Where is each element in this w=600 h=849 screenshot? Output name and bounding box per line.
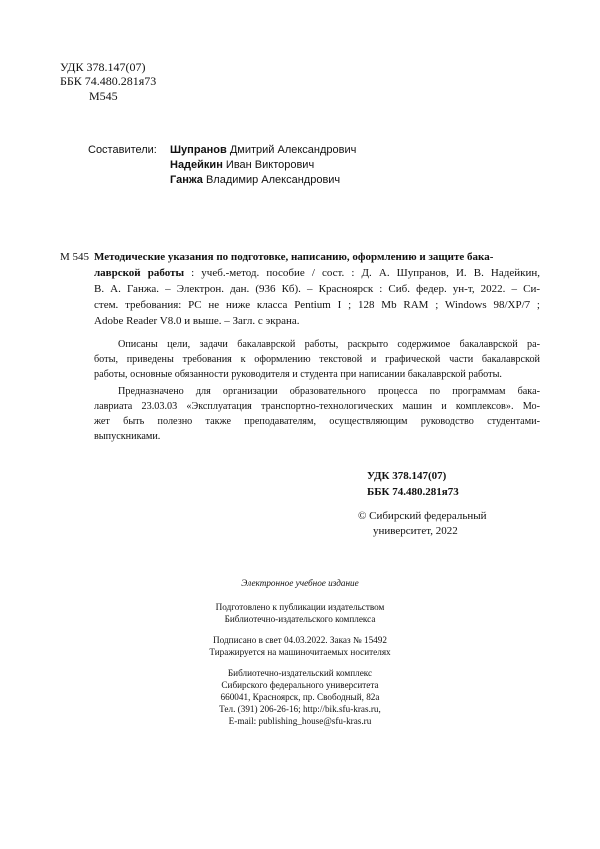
compiler-names: Владимир Александрович [205,174,341,186]
publisher-address: 660041, Красноярск, пр. Свободный, 82а [220,692,380,702]
abstract-p2-line1: Предназначено для организации образовательного процесса по программам бака- [118,386,540,397]
compiler-1 [170,144,356,156]
catalog-marker: М 545 [60,251,90,263]
compiler-2 [170,159,314,171]
publisher-line2: Сибирского федерального университета [221,680,379,690]
copyright-line2: университет, 2022 [373,525,458,537]
catalog-line2 [94,267,540,279]
catalog-title-line1: Методические указания по подготовке, написанию, оформлению и защите бака- [94,251,494,263]
bbk-code-bold: ББК 74.480.281я73 [367,486,459,498]
copies-line: Тиражируется на машиночитаемых носителях [209,647,391,657]
compilers-label: Составители: [88,144,157,156]
publisher-line1: Библиотечно-издательский комплекс [227,668,373,678]
compiler-surname: Надейкин [170,159,223,171]
compiler-surname: Шупранов [170,144,227,156]
catalog-line3: В. А. Ганжа. – Электрон. дан. (936 Кб). – Красноярск : Сиб. федер. ун-т, 2022. – Си- [94,283,540,295]
abstract-p1-line3: работы, основные обязанности руководителя и студента при написании бакалаврской работы. [94,369,502,380]
udk-code-bold: УДК 378.147(07) [367,470,447,482]
catalog-line4: стем. требования: PC не ниже класса Pentium I ; 128 Mb RAM ; Windows 98/XP/7 ; [94,299,540,311]
catalog-line2-rest: : учеб.-метод. пособие / сост. : Д. А. Шупранов, И. В. Надейкин, [184,267,540,279]
catalog-line5: Adobe Reader V8.0 и выше. – Загл. с экрана. [94,315,300,327]
abstract-p2-line3: жет быть полезно также преподавателям, осуществляющим руководство студентами- [94,416,540,427]
udk-code: УДК 378.147(07) [60,60,146,74]
edition-type: Электронное учебное издание [241,578,359,588]
bbk-code: ББК 74.480.281я73 [60,74,157,88]
publisher-email: E-mail: publishing_house@sfu-kras.ru [228,716,372,726]
compiler-names: Иван Викторович [225,159,315,171]
author-mark: М545 [89,89,118,103]
abstract-p1-line2: боты, приведены требования к оформлению текстовой и графической части бакалаврской [94,354,540,365]
compiler-surname: Ганжа [170,174,203,186]
catalog-title-line2: лаврской работы [94,267,185,279]
prepared-line2: Библиотечно-издательского комплекса [224,614,376,624]
abstract-p1-line1: Описаны цели, задачи бакалаврской работы, раскрыто содержимое бакалаврской ра- [118,339,540,350]
compiler-names: Дмитрий Александрович [229,144,357,156]
publisher-phone-site: Тел. (391) 206-26-16; http://bik.sfu-kras.ru, [219,704,381,714]
compiler-3 [170,174,340,186]
copyright-line1: © Сибирский федеральный [358,510,487,522]
abstract-p2-line2: лавриата 23.03.03 «Эксплуатация транспортно-технологических машин и комплексов». Мо- [94,401,540,412]
signed-line: Подписано в свет 04.03.2022. Заказ № 15492 [213,635,387,645]
prepared-line1: Подготовлено к публикации издательством [215,602,385,612]
abstract-p2-line4: выпускниками. [94,431,161,442]
